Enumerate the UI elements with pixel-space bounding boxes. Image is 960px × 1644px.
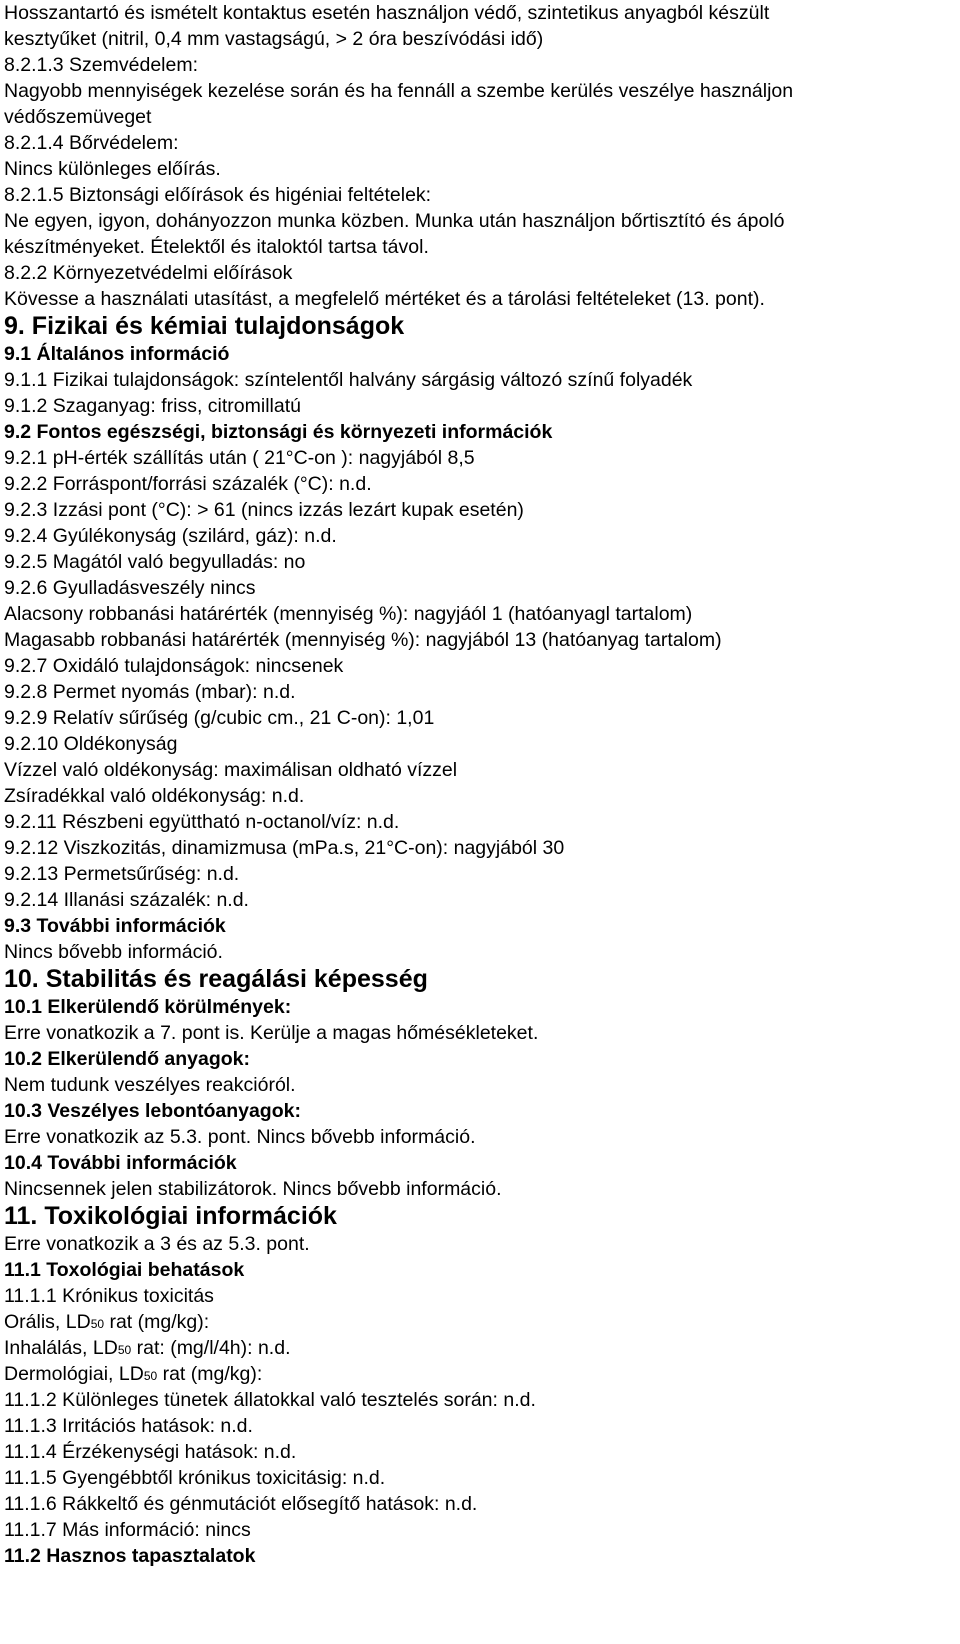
text-line: 11.1.5 Gyengébbtől krónikus toxicitásig: n.d. bbox=[4, 1467, 386, 1489]
text-line bbox=[4, 1335, 932, 1361]
text-fragment: rat (mg/kg): bbox=[157, 1363, 263, 1385]
text-line: 11.1.3 Irritációs hatások: n.d. bbox=[4, 1415, 253, 1437]
text-line: 11.1.1 Krónikus toxicitás bbox=[4, 1285, 214, 1307]
text-line: 9.2.13 Permetsűrűség: n.d. bbox=[4, 863, 240, 885]
subscript: 50 bbox=[90, 1317, 105, 1331]
text-line: 9.2.10 Oldékonyság bbox=[4, 733, 178, 755]
subsection-heading: 10.4 További információk bbox=[4, 1152, 237, 1174]
subsection-heading: 11.1 Toxológiai behatások bbox=[4, 1259, 245, 1281]
text-line: Nincs bővebb információ. bbox=[4, 941, 223, 963]
subsection-heading: 9.2 Fontos egészségi, biztonsági és környezeti információk bbox=[4, 421, 553, 443]
subscript: 50 bbox=[143, 1369, 158, 1383]
text-line: Kövesse a használati utasítást, a megfelelő mértéket és a tárolási feltételeket (13. pont). bbox=[4, 288, 765, 310]
text-line: 9.2.14 Illanási százalék: n.d. bbox=[4, 889, 249, 911]
text-fragment: Inhalálás, LD bbox=[4, 1337, 118, 1359]
text-line: Nincsennek jelen stabilizátorok. Nincs bővebb információ. bbox=[4, 1178, 502, 1200]
text-line: 9.2.9 Relatív sűrűség (g/cubic cm., 21 C-on): 1,01 bbox=[4, 707, 435, 729]
subscript: 50 bbox=[117, 1343, 132, 1357]
text-line: 8.2.1.5 Biztonsági előírások és higéniai feltételek: bbox=[4, 184, 432, 206]
text-fragment: Dermológiai, LD bbox=[4, 1363, 144, 1385]
text-line: Erre vonatkozik a 7. pont is. Kerülje a magas hőmésékleteket. bbox=[4, 1022, 539, 1044]
text-line: 8.2.1.3 Szemvédelem: bbox=[4, 54, 199, 76]
section-heading: 10. Stabilitás és reagálási képesség bbox=[4, 965, 428, 993]
text-line: kesztyűket (nitril, 0,4 mm vastagságú, > 2 óra beszívódási idő) bbox=[4, 28, 544, 50]
text-line: 9.2.4 Gyúlékonyság (szilárd, gáz): n.d. bbox=[4, 525, 337, 547]
text-line: 9.1.1 Fizikai tulajdonságok: színtelentől halvány sárgásig változó színű folyadék bbox=[4, 369, 693, 391]
text-line: 11.1.7 Más információ: nincs bbox=[4, 1519, 251, 1541]
text-line: 9.2.7 Oxidáló tulajdonságok: nincsenek bbox=[4, 655, 344, 677]
text-fragment: rat: (mg/l/4h): n.d. bbox=[131, 1337, 291, 1359]
text-line: készítményeket. Ételektől és italoktól tartsa távol. bbox=[4, 236, 429, 258]
subsection-heading: 11.2 Hasznos tapasztalatok bbox=[4, 1545, 256, 1567]
text-line: Hosszantartó és ismételt kontaktus esetén használjon védő, szintetikus anyagból készült bbox=[4, 2, 770, 24]
text-line: 9.2.11 Részbeni együttható n-octanol/víz: n.d. bbox=[4, 811, 400, 833]
text-line: 9.2.12 Viszkozitás, dinamizmusa (mPa.s, 21°C-on): nagyjából 30 bbox=[4, 837, 565, 859]
text-line: Ne egyen, igyon, dohányozzon munka közben. Munka után használjon bőrtisztító és ápoló bbox=[4, 210, 785, 232]
text-line: Erre vonatkozik a 3 és az 5.3. pont. bbox=[4, 1233, 310, 1255]
text-line bbox=[4, 1361, 932, 1387]
text-line: 11.1.2 Különleges tünetek állatokkal való tesztelés során: n.d. bbox=[4, 1389, 536, 1411]
text-line: Erre vonatkozik az 5.3. pont. Nincs bővebb információ. bbox=[4, 1126, 476, 1148]
text-line: 8.2.2 Környezetvédelmi előírások bbox=[4, 262, 293, 284]
subsection-heading: 9.1 Általános információ bbox=[4, 343, 230, 365]
text-line: Alacsony robbanási határérték (mennyiség %): nagyjáól 1 (hatóanyagl tartalom) bbox=[4, 603, 693, 625]
text-fragment: Orális, LD bbox=[4, 1311, 91, 1333]
text-line: Nem tudunk veszélyes reakcióról. bbox=[4, 1074, 296, 1096]
subsection-heading: 10.1 Elkerülendő körülmények: bbox=[4, 996, 292, 1018]
text-line: 11.1.6 Rákkeltő és génmutációt elősegítő hatások: n.d. bbox=[4, 1493, 478, 1515]
text-fragment: rat (mg/kg): bbox=[104, 1311, 210, 1333]
text-line: Nagyobb mennyiségek kezelése során és ha fennáll a szembe kerülés veszélye használjon bbox=[4, 80, 794, 102]
text-line: Magasabb robbanási határérték (mennyiség %): nagyjából 13 (hatóanyag tartalom) bbox=[4, 629, 722, 651]
subsection-heading: 10.3 Veszélyes lebontóanyagok: bbox=[4, 1100, 301, 1122]
text-line: 9.2.2 Forráspont/forrási százalék (°C): n.d. bbox=[4, 473, 372, 495]
text-line: Zsíradékkal való oldékonyság: n.d. bbox=[4, 785, 305, 807]
section-heading: 11. Toxikológiai információk bbox=[4, 1202, 337, 1230]
section-heading: 9. Fizikai és kémiai tulajdonságok bbox=[4, 312, 405, 340]
text-line: 9.2.3 Izzási pont (°C): > 61 (nincs izzás lezárt kupak esetén) bbox=[4, 499, 524, 521]
subsection-heading: 10.2 Elkerülendő anyagok: bbox=[4, 1048, 251, 1070]
text-line: 9.2.1 pH-érték szállítás után ( 21°C-on ): nagyjából 8,5 bbox=[4, 447, 475, 469]
subsection-heading: 9.3 További információk bbox=[4, 915, 226, 937]
text-line: védőszemüveget bbox=[4, 106, 152, 128]
text-line: 9.2.8 Permet nyomás (mbar): n.d. bbox=[4, 681, 296, 703]
text-line: 9.2.5 Magától való begyulladás: no bbox=[4, 551, 306, 573]
text-line: 9.2.6 Gyulladásveszély nincs bbox=[4, 577, 256, 599]
text-line bbox=[4, 1309, 932, 1335]
text-line: Vízzel való oldékonyság: maximálisan oldható vízzel bbox=[4, 759, 458, 781]
text-line: 11.1.4 Érzékenységi hatások: n.d. bbox=[4, 1441, 297, 1463]
text-line: 9.1.2 Szaganyag: friss, citromillatú bbox=[4, 395, 301, 417]
text-line: 8.2.1.4 Bőrvédelem: bbox=[4, 132, 179, 154]
text-line: Nincs különleges előírás. bbox=[4, 158, 221, 180]
